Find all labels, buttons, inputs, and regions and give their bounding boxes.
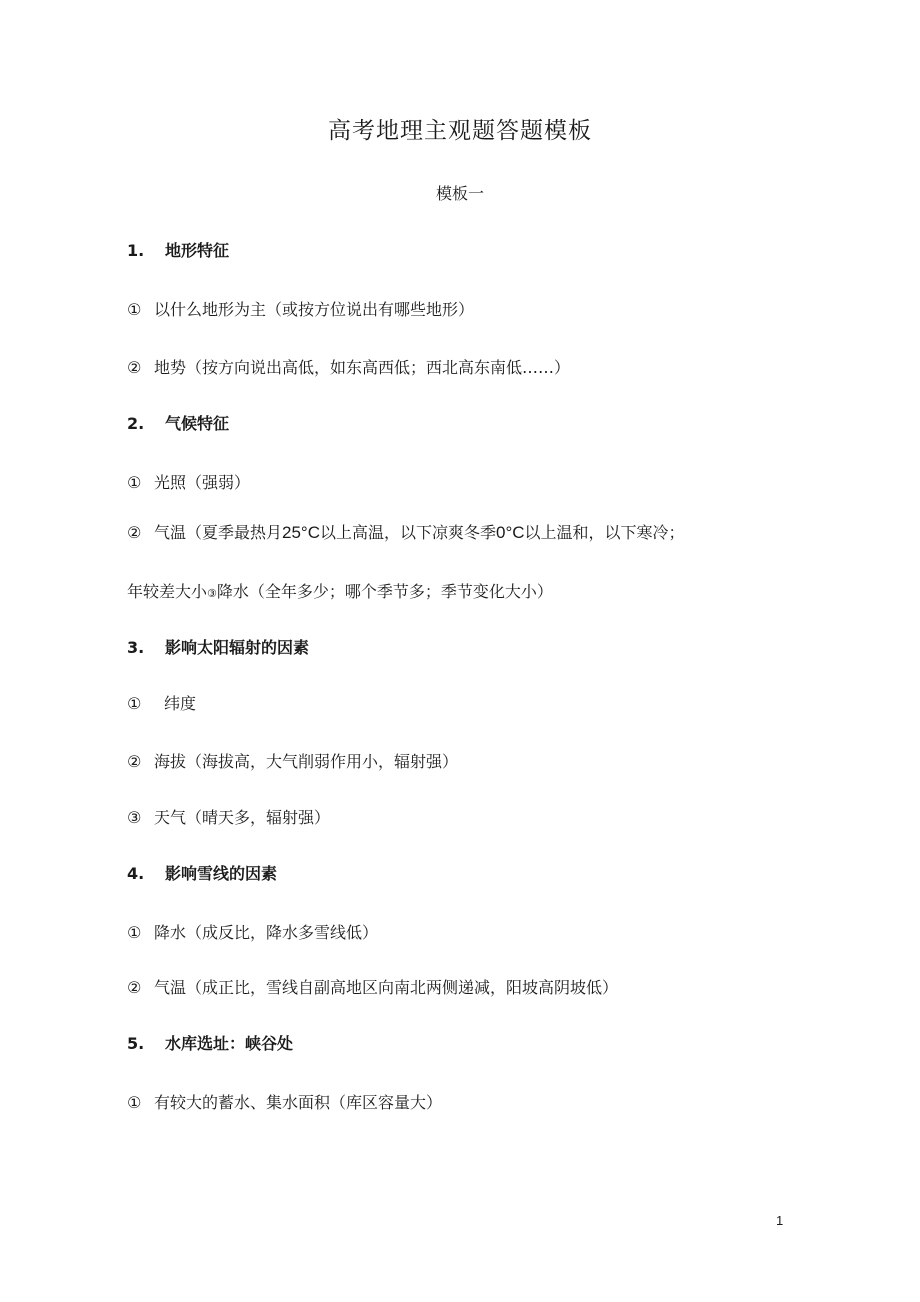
item-text: 海拔（海拔高，大气削弱作用小，辐射强） [154,752,459,771]
temperature-value: 0°C [496,523,525,542]
item-text: 气温（夏季最热月 [154,523,283,542]
circled-number: ① [127,923,142,942]
circled-number: ③ [127,808,142,827]
item-text: 有较大的蓄水、集水面积（库区容量大） [154,1093,443,1112]
list-item [127,355,570,381]
circled-number: ③ [207,587,217,600]
section-4-heading [127,861,277,887]
list-item [127,297,474,323]
circled-number: ② [127,358,142,377]
list-item [127,975,618,1001]
list-item [127,579,553,607]
section-title: 影响太阳辐射的因素 [165,638,310,657]
item-text: 降水（成反比，降水多雪线低） [154,923,379,942]
section-1-heading [127,238,229,264]
section-title: 影响雪线的因素 [165,864,278,883]
circled-number: ① [127,1093,142,1112]
list-item [127,520,685,546]
list-item [127,691,196,717]
item-text: 地势（按方向说出高低，如东高西低；西北高东南低……） [154,358,571,377]
item-text: 年较差大小 [127,582,208,601]
circled-number: ① [127,473,142,492]
circled-number: ① [127,694,142,713]
section-3-heading [127,635,309,661]
section-title: 气候特征 [165,414,230,433]
page-number: 1 [776,1213,784,1228]
section-2-heading [127,411,229,437]
section-number: 2. [127,414,145,433]
item-text: 以什么地形为主（或按方位说出有哪些地形） [154,300,475,319]
item-text: 纬度 [164,694,197,713]
section-number: 5. [127,1034,145,1053]
circled-number: ② [127,752,142,771]
list-item [127,920,378,946]
section-title: 水库选址：峡谷处 [165,1034,294,1053]
list-item [127,1090,442,1116]
item-text: 以上温和，以下寒冷； [524,523,685,542]
section-number: 1. [127,241,145,260]
list-item [127,805,330,831]
section-title: 地形特征 [165,241,230,260]
circled-number: ① [127,300,142,319]
template-subtitle: 模板一 [435,184,484,203]
temperature-value: 25°C [282,523,320,542]
page-title: 高考地理主观题答题模板 [328,118,592,144]
circled-number: ② [127,523,142,542]
item-text: 气温（成正比，雪线自副高地区向南北两侧递减，阳坡高阴坡低） [154,978,619,997]
section-number: 3. [127,638,145,657]
list-item [127,749,458,775]
circled-number: ② [127,978,142,997]
item-text: 光照（强弱） [154,473,251,492]
item-text: 以上高温，以下凉爽冬季 [320,523,497,542]
section-5-heading [127,1031,293,1057]
item-text: 降水（全年多少；哪个季节多；季节变化大小） [216,582,553,601]
item-text: 天气（晴天多，辐射强） [154,808,331,827]
list-item [127,470,250,496]
section-number: 4. [127,864,145,883]
